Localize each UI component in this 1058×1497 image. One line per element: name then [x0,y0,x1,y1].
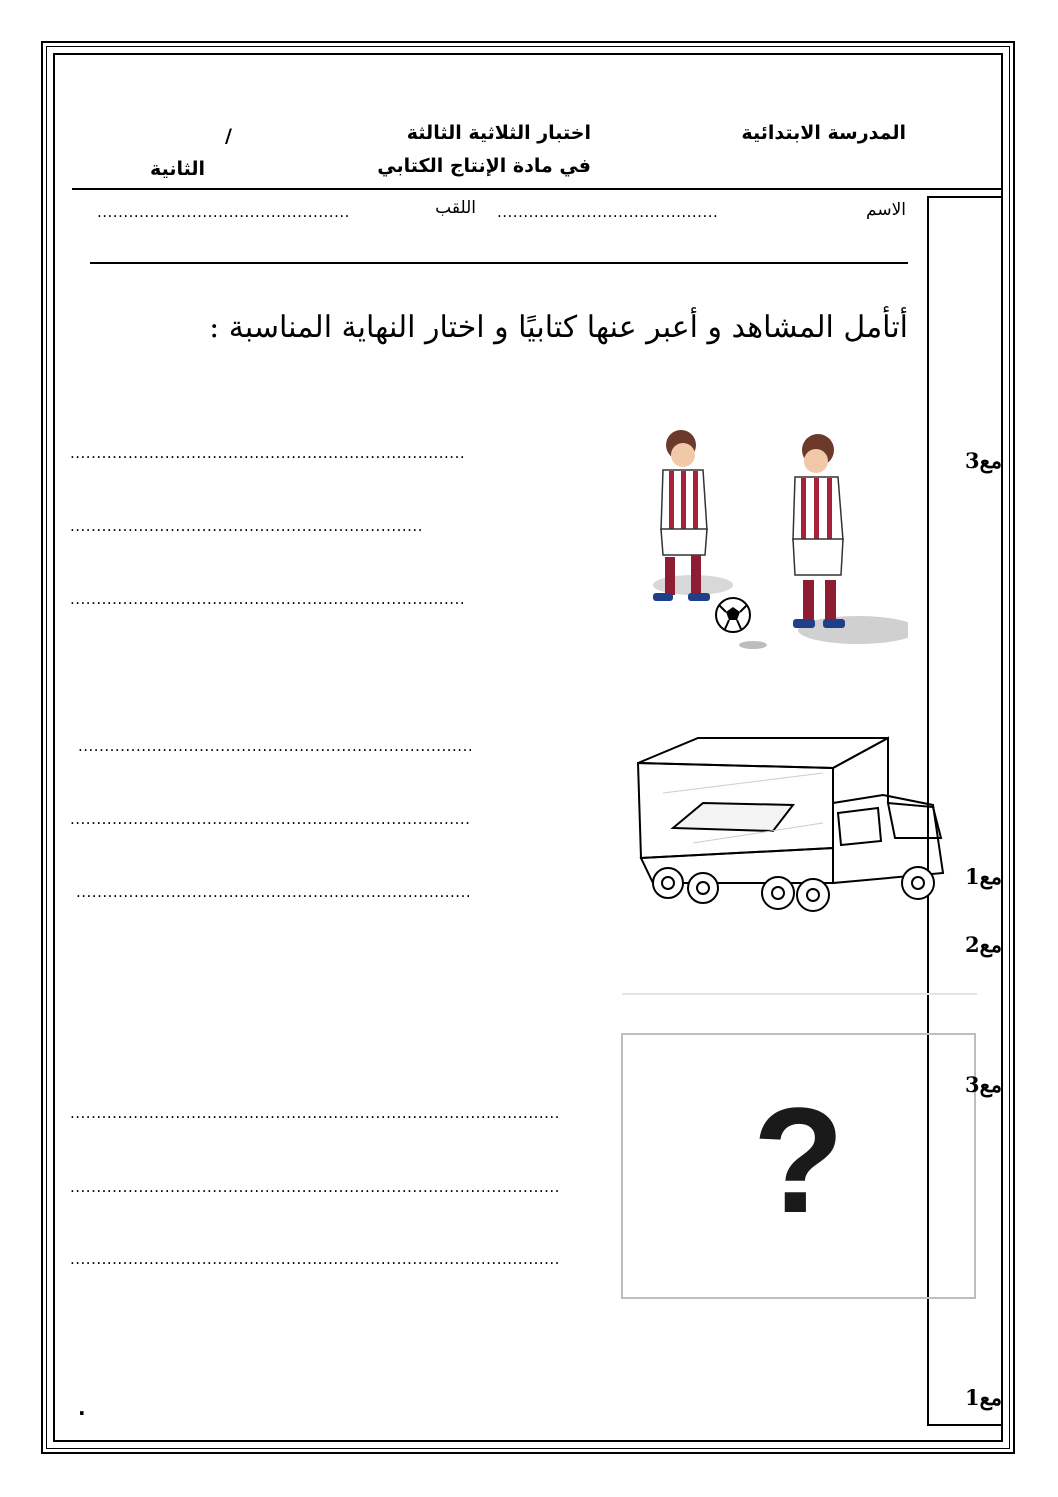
criterion-label: مع1 [964,864,1002,889]
criterion-label: مع3 [964,448,1002,473]
scan-artifact [622,993,977,995]
answer-line[interactable]: ........................................................................... [76,883,472,901]
criterion-label: مع1 [964,1385,1002,1410]
instruction-text: أتأمل المشاهد و أعبر عنها كتابيًا و اختار النهاية المناسبة : [209,310,908,345]
surname-label: اللقب [435,198,476,218]
name-field[interactable]: .......................................... [497,203,719,221]
name-label: الاسم [866,200,906,220]
question-picture-box [621,1033,976,1299]
answer-line[interactable]: ............................................................................ [70,810,471,828]
header-divider [72,188,1002,190]
footer-dot: . [78,1396,86,1420]
answer-line[interactable]: ............................................................................................. [70,1104,560,1122]
exam-title: اختبار الثلاثية الثالثة [406,122,591,144]
answer-line[interactable]: ............................................................................................. [70,1250,560,1268]
answer-line[interactable]: ........................................................................... [70,590,466,608]
answer-line[interactable]: ........................................................................... [78,737,474,755]
criterion-label: مع3 [964,1072,1002,1097]
slash-mark: / [225,125,232,147]
answer-line[interactable]: ................................................................... [70,517,423,535]
exam-subject: في مادة الإنتاج الكتابي [377,155,591,177]
football-players-picture [633,425,908,657]
grade-level: الثانية [150,158,205,180]
truck-picture [633,733,953,918]
surname-field[interactable]: ................................................ [97,203,350,221]
answer-line[interactable]: ............................................................................................. [70,1178,560,1196]
criterion-label: مع2 [964,932,1002,957]
answer-line[interactable]: ........................................................................... [70,444,466,462]
question-mark-icon: ? [752,1076,845,1244]
name-divider [90,262,908,264]
school-name: المدرسة الابتدائية [741,122,906,144]
